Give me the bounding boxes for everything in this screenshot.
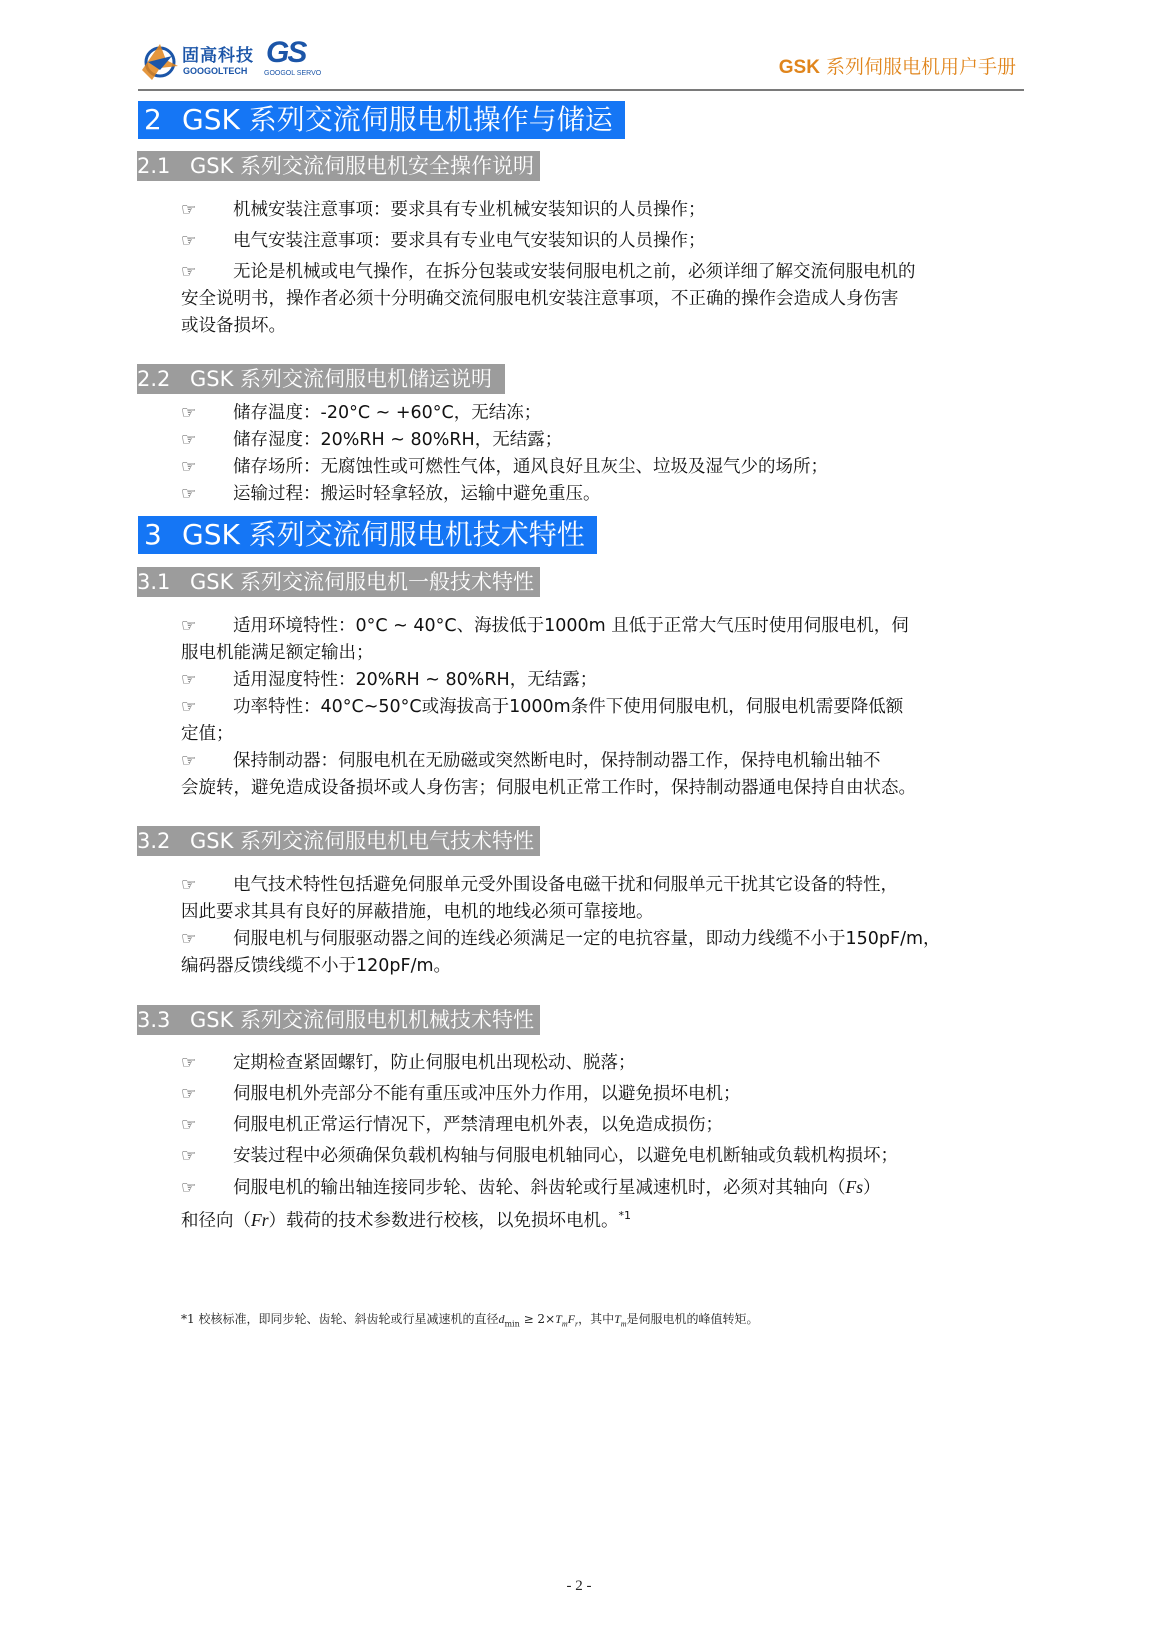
list-item: ☞ 电气技术特性包括避免伺服单元受外围设备电磁干扰和伺服单元干扰其它设备的特性， <box>181 872 1031 899</box>
list-item: ☞ 保持制动器：伺服电机在无励磁或突然断电时，保持制动器工作，保持电机输出轴不 <box>181 748 1031 775</box>
section-3-3-body: ☞ 定期检查紧固螺钉，防止伺服电机出现松动、脱落； ☞ 伺服电机外壳部分不能有重压或冲压外力作用，以避免损坏电机； ☞ 伺服电机正常运行情况下，严禁清理电机外表，以免造成损伤； ☞ 安装过程中必须确保负载机构轴与伺服电机轴同心，以避免电机断轴或负载机构损坏； ☞ 伺服电机的输出轴连接同步轮、齿轮、斜齿轮或行星减速机时，必须对其轴向（Fs） 和径向（Fr）载荷的技术参数进行校核，以免损坏电机。$^{*1}$ <box>181 1050 1031 1235</box>
pointing-hand-icon: ☞ <box>181 1084 197 1104</box>
section-3-1-body: ☞ 适用环境特性：0°C ~ 40°C、海拔低于1000m 且低于正常大气压时使用伺服电机，伺 服电机能满足额定输出； ☞ 适用湿度特性：20%RH ~ 80%RH，无结露； ☞ 功率特性：40°C~50°C或海拔高于1000m条件下使用伺服电机，伺服电机需要降低额 定值； ☞ 保持制动器：伺服电机在无励磁或突然断电时，保持制动器工作，保持电机输出轴不 会旋转，避免造成设备损坏或人身伤害；伺服电机正常工作时，保持制动器通电保持自由状态。 <box>181 613 1031 802</box>
section-2-1-heading: 2.1 GSK 系列交流伺服电机安全操作说明 <box>137 151 540 181</box>
list-item: ☞ 电气安装注意事项：要求具有专业电气安装知识的人员操作； <box>181 228 1031 255</box>
section-3-2-body: ☞ 电气技术特性包括避免伺服单元受外围设备电磁干扰和伺服单元干扰其它设备的特性， 因此要求其具有良好的屏蔽措施，电机的地线必须可靠接地。 ☞ 伺服电机与伺服驱动器之间的连线必须满足一定的电抗容量，即动力线缆不小于150pF/m， 编码器反馈线缆不小于120pF/m。 <box>181 872 1031 980</box>
section-2-2-heading: 2.2 GSK 系列交流伺服电机储运说明 <box>137 364 505 394</box>
section-3-3-heading: 3.3 GSK 系列交流伺服电机机械技术特性 <box>137 1005 540 1035</box>
pointing-hand-icon: ☞ <box>181 457 197 477</box>
section-2-heading: 2 GSK 系列交流伺服电机操作与储运 <box>138 101 625 139</box>
pointing-hand-icon: ☞ <box>181 231 197 251</box>
list-item: ☞ 适用环境特性：0°C ~ 40°C、海拔低于1000m 且低于正常大气压时使用伺服电机，伺 <box>181 613 1031 640</box>
servo-logo: GS <box>266 36 306 69</box>
list-item: ☞ 储存湿度：20%RH ~ 80%RH，无结露； <box>181 427 1031 454</box>
pointing-hand-icon: ☞ <box>181 697 197 717</box>
page-header <box>138 38 1024 90</box>
pointing-hand-icon: ☞ <box>181 1146 197 1166</box>
list-item: ☞ 伺服电机与伺服驱动器之间的连线必须满足一定的电抗容量，即动力线缆不小于150pF/m， <box>181 926 1031 953</box>
list-item: ☞ 功率特性：40°C~50°C或海拔高于1000m条件下使用伺服电机，伺服电机需要降低额 <box>181 694 1031 721</box>
section-2-1-body: ☞ 机械安装注意事项：要求具有专业机械安装知识的人员操作； ☞ 电气安装注意事项：要求具有专业电气安装知识的人员操作； ☞ 无论是机械或电气操作，在拆分包装或安装伺服电机之前，必须详细了解交流伺服电机的 安全说明书，操作者必须十分明确交流伺服电机安装注意事项，不正确的操作会造成人身伤害 或设备损坏。 <box>181 197 1031 340</box>
servo-logo-text: GOOGOL SERVO <box>264 70 322 77</box>
pointing-hand-icon: ☞ <box>181 875 197 895</box>
list-item: ☞ 安装过程中必须确保负载机构轴与伺服电机轴同心，以避免电机断轴或负载机构损坏； <box>181 1143 1031 1170</box>
manual-title: GSK 系列伺服电机用户手册 <box>778 56 1016 78</box>
list-item: ☞ 储存场所：无腐蚀性或可燃性气体，通风良好且灰尘、垃圾及湿气少的场所； <box>181 454 1031 481</box>
list-item: ☞ 储存温度：-20°C ~ +60°C，无结冻； <box>181 400 1031 427</box>
section-3-1-heading: 3.1 GSK 系列交流伺服电机一般技术特性 <box>137 567 540 597</box>
list-item: ☞ 适用湿度特性：20%RH ~ 80%RH，无结露； <box>181 667 1031 694</box>
pointing-hand-icon: ☞ <box>181 1115 197 1135</box>
list-item: ☞ 无论是机械或电气操作，在拆分包装或安装伺服电机之前，必须详细了解交流伺服电机的 <box>181 259 1031 286</box>
list-item: ☞ 定期检查紧固螺钉，防止伺服电机出现松动、脱落； <box>181 1050 1031 1077</box>
list-item: ☞ 伺服电机正常运行情况下，严禁清理电机外表，以免造成损伤； <box>181 1112 1031 1139</box>
company-name-en: GOOGOLTECH <box>183 66 248 76</box>
pointing-hand-icon: ☞ <box>181 403 197 423</box>
footnote: *1 校核标准，即同步轮、齿轮、斜齿轮或行星减速机的直径$d_{min} \ge 2\times T_mF_r$，其中$T_m$是伺服电机的峰值转矩。 <box>181 1312 759 1329</box>
company-logo <box>138 36 338 86</box>
pointing-hand-icon: ☞ <box>181 929 197 949</box>
section-2-2-body <box>181 400 1031 508</box>
page-number: - 2 - <box>566 1578 592 1594</box>
header-divider <box>138 89 1024 91</box>
list-item: ☞ 伺服电机的输出轴连接同步轮、齿轮、斜齿轮或行星减速机时，必须对其轴向（Fs） <box>181 1174 1031 1202</box>
section-3-2-heading: 3.2 GSK 系列交流伺服电机电气技术特性 <box>137 826 540 856</box>
pointing-hand-icon: ☞ <box>181 430 197 450</box>
pointing-hand-icon: ☞ <box>181 262 197 282</box>
googoltech-emblem-icon <box>142 44 178 80</box>
list-item: ☞ 伺服电机外壳部分不能有重压或冲压外力作用，以避免损坏电机； <box>181 1081 1031 1108</box>
pointing-hand-icon: ☞ <box>181 616 197 636</box>
pointing-hand-icon: ☞ <box>181 1178 197 1198</box>
company-name-cn: 固高科技 <box>182 46 254 66</box>
footnote-mark: *1 <box>618 1209 631 1222</box>
list-item: ☞ 运输过程：搬运时轻拿轻放，运输中避免重压。 <box>181 481 1031 508</box>
pointing-hand-icon: ☞ <box>181 1053 197 1073</box>
list-item: ☞ 机械安装注意事项：要求具有专业机械安装知识的人员操作； <box>181 197 1031 224</box>
pointing-hand-icon: ☞ <box>181 200 197 220</box>
pointing-hand-icon: ☞ <box>181 484 197 504</box>
pointing-hand-icon: ☞ <box>181 751 197 771</box>
section-3-heading: 3 GSK 系列交流伺服电机技术特性 <box>138 516 597 554</box>
pointing-hand-icon: ☞ <box>181 670 197 690</box>
